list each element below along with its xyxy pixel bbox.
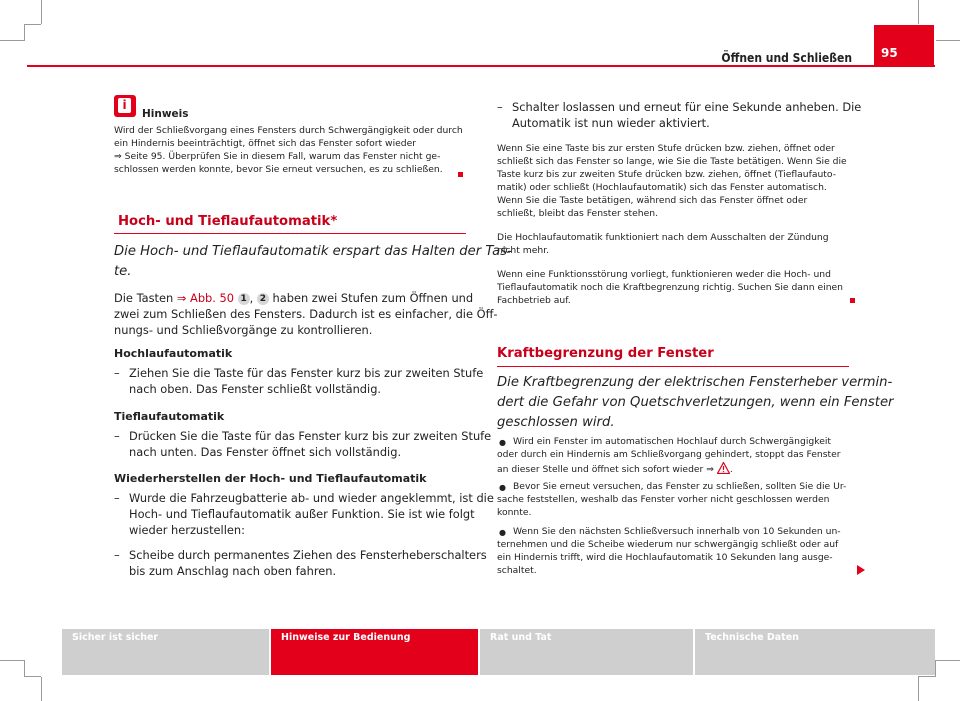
section-end-marker — [850, 298, 855, 303]
section-rule — [114, 233, 466, 234]
crop-mark — [24, 676, 41, 677]
bullet-text: . — [729, 464, 733, 475]
bullet-line: sache feststellen, weshalb das Fenster vorher nicht geschlossen werden — [497, 494, 830, 505]
list-item-line: Scheibe durch permanentes Ziehen des Fensterheberschalters — [129, 548, 487, 562]
list-item-line: Drücken Sie die Taste für das Fenster kurz bis zur zweiten Stufe — [129, 429, 492, 443]
footer-tab-sicher[interactable]: Sicher ist sicher — [62, 629, 269, 675]
paragraph-line — [114, 290, 473, 306]
crop-mark — [24, 660, 25, 677]
paragraph-line: zwei zum Schließen des Fensters. Dadurch ist es einfacher, die Öff- — [114, 307, 498, 321]
note-title: Hinweis — [142, 108, 189, 120]
list-item-line: Ziehen Sie die Taste für das Fenster kurz bis zur zweiten Stufe — [129, 366, 484, 380]
bullet-line: Wenn Sie den nächsten Schließversuch innerhalb von 10 Sekunden un- — [513, 526, 841, 537]
section-heading-kraftbegrenzung: Kraftbegrenzung der Fenster — [497, 346, 714, 361]
note-line: schlossen werden konnte, bevor Sie erneut versuchen, es zu schließen. — [114, 164, 443, 175]
callout-2: 2 — [257, 293, 269, 305]
crop-mark — [918, 677, 919, 701]
paragraph-line: Wenn Sie eine Taste bis zur ersten Stufe drücken bzw. ziehen, öffnet oder — [497, 143, 835, 154]
list-item-line: Schalter loslassen und erneut für eine Sekunde anheben. Die — [512, 100, 862, 114]
bullet-line: ein Hindernis trifft, wird die Hochlaufautomatik 10 Sekunden lang ausge- — [497, 552, 833, 563]
section-intro: geschlossen wird. — [497, 415, 615, 430]
note-icon: i — [114, 95, 136, 117]
subheading-tieflauf: Tieflaufautomatik — [114, 410, 225, 423]
running-header-title: Öffnen und Schließen — [721, 51, 852, 65]
dash: – — [114, 491, 120, 505]
dash: – — [114, 429, 120, 443]
paragraph-line: schließt, bleibt das Fenster stehen. — [497, 208, 659, 219]
bullet: ● — [499, 483, 506, 492]
paragraph-line: Taste kurz bis zur zweiten Stufe drücken bzw. ziehen, öffnet (Tieflaufauto- — [497, 169, 837, 180]
bullet-line: Wird ein Fenster im automatischen Hochlauf durch Schwergängigkeit — [513, 436, 832, 447]
bullet-line: oder durch ein Hindernis am Schließvorgang gehindert, stoppt das Fenster — [497, 449, 841, 460]
section-intro: Die Kraftbegrenzung der elektrischen Fensterheber vermin- — [497, 375, 893, 390]
list-item-line: wieder herzustellen: — [129, 523, 245, 537]
bullet: ● — [499, 528, 506, 537]
paragraph-line: schließt sich das Fenster so lange, wie Sie die Taste betätigen. Wenn Sie die — [497, 156, 847, 167]
paragraph-line: Die Hochlaufautomatik funktioniert nach dem Ausschalten der Zündung — [497, 232, 829, 243]
bullet-text: an dieser Stelle und öffnet sich sofort wieder ⇒ — [497, 464, 717, 475]
footer-tab-bedienung[interactable]: Hinweise zur Bedienung — [271, 629, 478, 675]
crop-mark — [0, 40, 24, 41]
page-number-tab — [874, 25, 934, 40]
section-intro: dert die Gefahr von Quetschverletzungen, wenn ein Fenster — [497, 395, 894, 410]
list-item-line: Automatik ist nun wieder aktiviert. — [512, 116, 710, 130]
paragraph-line: nicht mehr. — [497, 245, 550, 256]
crop-mark — [936, 660, 960, 661]
crop-mark — [24, 24, 25, 41]
callout-1: 1 — [238, 293, 250, 305]
header-rule — [27, 65, 935, 67]
crop-mark — [0, 660, 24, 661]
figure-reference-link[interactable]: ⇒ Abb. 50 — [176, 291, 235, 305]
crop-mark — [918, 676, 936, 677]
dash: – — [114, 548, 120, 562]
paragraph-line: Tieflaufautomatik noch die Kraftbegrenzung richtig. Suchen Sie dann einen — [497, 282, 843, 293]
subheading-wiederherstellen: Wiederherstellen der Hoch- und Tieflaufautomatik — [114, 472, 427, 485]
paragraph-line: matik) oder schließt (Hochlaufautomatik) sich das Fenster automatisch. — [497, 182, 827, 193]
dash: – — [114, 366, 120, 380]
crop-mark — [935, 660, 936, 677]
paragraph-text: haben zwei Stufen zum Öffnen und — [268, 291, 474, 305]
page-number: 95 — [874, 40, 934, 66]
bullet: ● — [499, 438, 506, 447]
bullet-line: schaltet. — [497, 565, 537, 576]
paragraph-text: Die Tasten — [114, 291, 177, 305]
bullet-line — [497, 462, 733, 479]
bullet-line: Bevor Sie erneut versuchen, das Fenster zu schließen, sollten Sie die Ur- — [513, 481, 847, 492]
paragraph-line: Wenn eine Funktionsstörung vorliegt, funktionieren weder die Hoch- und — [497, 269, 831, 280]
note-line: Wird der Schließvorgang eines Fensters durch Schwergängigkeit oder durch — [114, 125, 463, 136]
warning-icon[interactable] — [717, 462, 730, 479]
dash: – — [497, 100, 503, 114]
bullet-line: ternehmen und die Scheibe wiederum nur schwergängig schließt oder auf — [497, 539, 839, 550]
note-line: ⇒ Seite 95. Überprüfen Sie in diesem Fall, warum das Fenster nicht ge- — [114, 151, 441, 162]
footer-tab-rat[interactable]: Rat und Tat — [480, 629, 693, 675]
bullet-line: konnte. — [497, 507, 532, 518]
list-item-line: Wurde die Fahrzeugbatterie ab- und wieder angeklemmt, ist die — [129, 491, 494, 505]
note-line: ein Hindernis beeinträchtigt, öffnet sich das Fenster sofort wieder — [114, 138, 417, 149]
paragraph-line: Fachbetrieb auf. — [497, 295, 571, 306]
section-end-marker — [458, 172, 463, 177]
crop-mark — [41, 677, 42, 701]
section-intro: te. — [114, 264, 132, 279]
crop-mark — [41, 0, 42, 24]
list-item-line: Hoch- und Tieflaufautomatik außer Funktion. Sie ist wie folgt — [129, 507, 475, 521]
list-item-line: bis zum Anschlag nach oben fahren. — [129, 564, 337, 578]
crop-mark — [936, 40, 960, 41]
list-item-line: nach unten. Das Fenster öffnet sich vollständig. — [129, 445, 402, 459]
crop-mark — [918, 0, 919, 24]
comma: , — [249, 291, 254, 305]
footer-tab-daten[interactable]: Technische Daten — [695, 629, 935, 675]
subheading-hochlauf: Hochlaufautomatik — [114, 347, 233, 360]
paragraph-line: Wenn Sie die Taste betätigen, während sich das Fenster öffnet oder — [497, 195, 808, 206]
paragraph-line: nungs- und Schließvorgänge zu kontrollieren. — [114, 323, 373, 337]
continue-arrow-icon — [857, 565, 865, 575]
section-intro: Die Hoch- und Tieflaufautomatik erspart das Halten der Tas- — [114, 244, 512, 259]
section-heading-automatik: Hoch- und Tieflaufautomatik* — [118, 214, 338, 229]
crop-mark — [24, 24, 41, 25]
section-rule — [497, 366, 849, 367]
list-item-line: nach oben. Das Fenster schließt vollständig. — [129, 382, 382, 396]
